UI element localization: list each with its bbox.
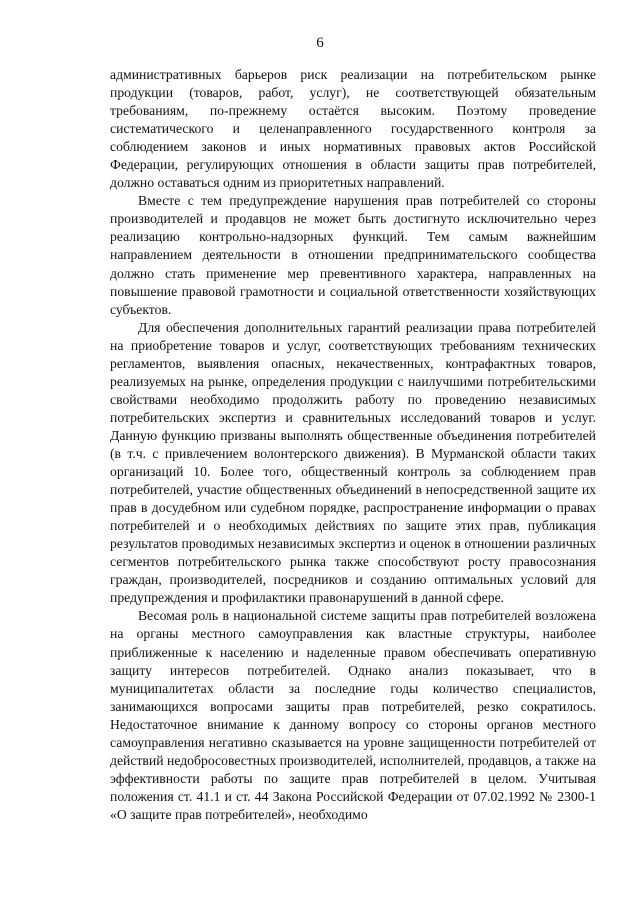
page-number: 6 bbox=[316, 35, 324, 51]
paragraph-local-government: Весомая роль в национальной системе защиты прав потребителей возложена на органы местного самоуправления как властные структуры, наиболее приближенные к населению и наделенные правом обеспечивать оперативную защиту интересов потребителей. Однако анализ показывает, что в муниципалитетах области за последние годы количество специалистов, занимающихся вопросами защиты прав потребителей, резко сократилось. Недостаточное внимание к данному вопросу со стороны органов местного самоуправления негативно сказывается на уровне защищенности потребителей от действий недобросовестных производителей, исполнителей, продавцов, а также на эффективности работы по защите прав потребителей в целом. Учитывая положения ст. 41.1 и ст. 44 Закона Российской Федерации от 07.02.1992 № 2300-1 «О защите прав потребителей», необходимо bbox=[110, 608, 596, 822]
paragraph-preventive-measures: Вместе с тем предупреждение нарушения прав потребителей со стороны производителей и продавцов не может быть достигнуто исключительно через реализацию контрольно-надзорных функций. Тем самым важнейшим направлением деятельности в отношении предпринимательского сообщества должно стать применение мер превентивного характера, направленных на повышение правовой грамотности и социальной ответственности хозяйствующих субъектов. bbox=[110, 193, 596, 317]
body-text bbox=[110, 66, 596, 824]
paragraph-consumer-associations: Для обеспечения дополнительных гарантий реализации права потребителей на приобретение товаров и услуг, соответствующих требованиям технических регламентов, выявления опасных, некачественных, контрафактных товаров, реализуемых на рынке, определения продукции с наилучшими потребительскими свойствами необходимо продолжить работу по проведению независимых потребительских экспертиз и сравнительных исследований товаров и услуг. Данную функцию призваны выполнять общественные объединения потребителей (в т.ч. с привлечением волонтерского движения). В Мурманской области таких организаций 10. Более того, общественный контроль за соблюдением прав потребителей, участие общественных объединений в непосредственной защите их прав в досудебном или судебном порядке, распространение информации о правах потребителей и о необходимых действиях по защите этих прав, публикация результатов проводимых независимых экспертиз и оценок в отношении различных сегментов потребительского рынка также способствуют росту правосознания граждан, производителей, посредников и созданию оптимальных условий для предупреждения и профилактики правонарушений в данной сфере. bbox=[110, 319, 596, 606]
paragraph-continuation: административных барьеров риск реализации на потребительском рынке продукции (товаров, работ, услуг), не соответствующей обязательным требованиям, по-прежнему остаётся высоким. Поэтому проведение систематического и целенаправленного государственного контроля за соблюдением законов и иных нормативных правовых актов Российской Федерации, регулирующих отношения в области защиты прав потребителей, должно оставаться одним из приоритетных направлений. bbox=[110, 67, 596, 191]
